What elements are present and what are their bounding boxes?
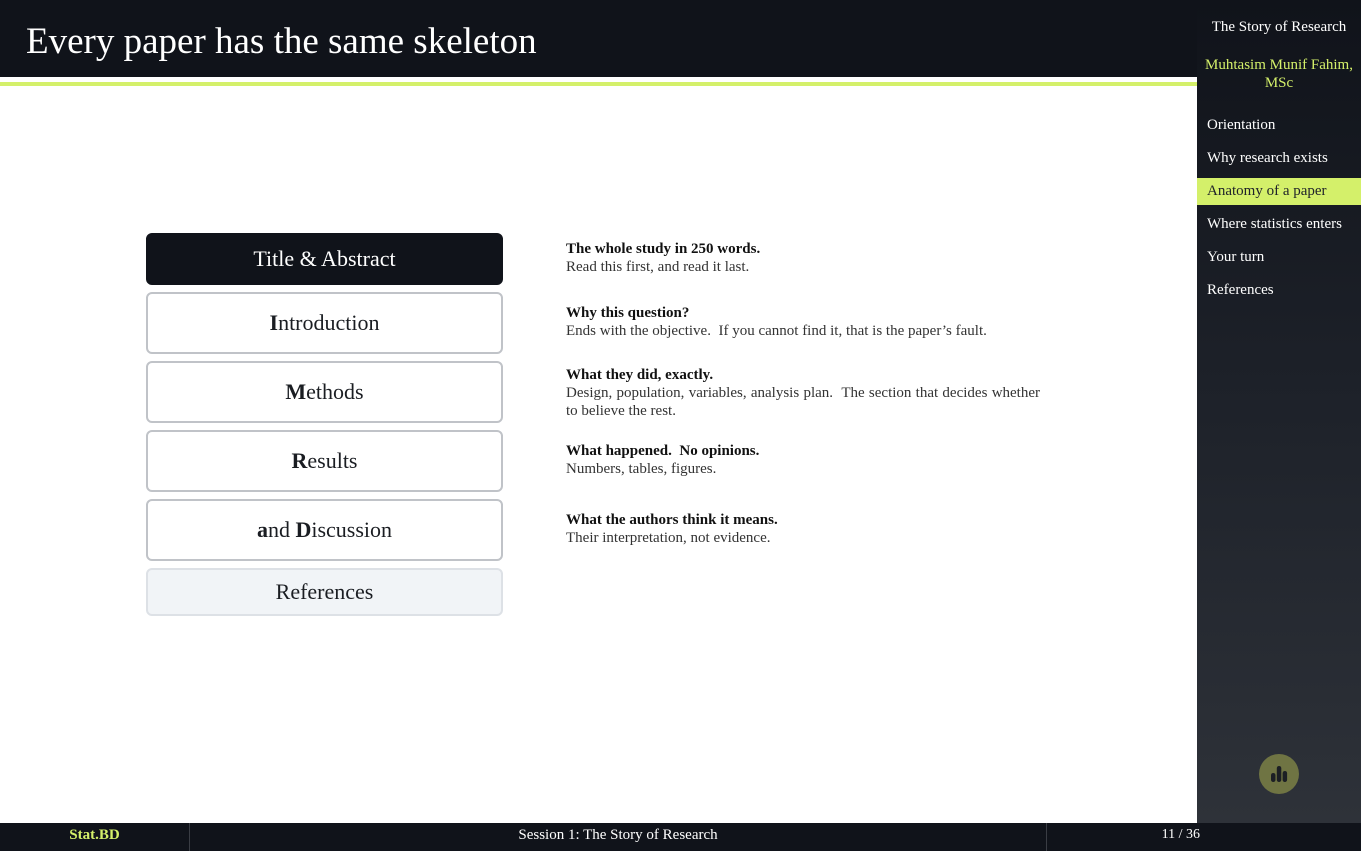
chart-menu-button[interactable] [1259,754,1299,794]
footer [0,823,1361,851]
section-label-rest: ntroduction [278,310,380,335]
description-body: Their interpretation, not evidence. [566,530,771,546]
header-accent-line [0,82,1197,86]
section-box-results[interactable] [146,430,503,492]
sidebar-title: The Story of Research [1211,19,1347,35]
sidebar-item-anatomy-of-a-paper[interactable]: Anatomy of a paper [1197,178,1361,205]
sidebar-item-your-turn[interactable]: Your turn [1207,249,1265,265]
sidebar-item-where-statistics-enters[interactable]: Where statistics enters [1207,216,1342,232]
section-label [285,379,363,405]
section-label-middle: nd [267,517,296,542]
footer-session-title: Session 1: The Story of Research [190,823,1047,851]
description-discussion [566,511,1040,547]
section-initial-a: a [256,517,268,542]
section-initial: I [269,310,279,335]
sidebar-item-references[interactable]: References [1207,282,1274,298]
description-heading: What happened. No opinions. [566,443,760,459]
section-label-rest: ethods [306,379,364,404]
slide-title: Every paper has the same skeleton [26,21,537,62]
slide-header [0,0,1197,77]
section-label [270,310,380,336]
section-label: References [275,579,374,604]
sidebar-item-orientation[interactable]: Orientation [1207,117,1276,133]
sidebar-author: Muhtasim Munif Fahim, MSc [1205,57,1353,91]
description-body: Read this first, and read it last. [566,259,750,275]
description-methods [566,366,1044,420]
section-label [291,448,357,474]
section-box-title-abstract[interactable] [146,233,503,285]
section-box-references[interactable] [146,568,503,616]
description-heading: What the authors think it means. [566,512,778,528]
section-initial-d: D [295,517,312,542]
section-label-rest: esults [307,448,358,473]
description-body: Ends with the objective. If you cannot find it, that is the paper’s fault. [566,323,987,339]
description-body: Design, population, variables, analysis plan. The section that decides whether to believe the rest. [566,385,1044,419]
description-heading: What they did, exactly. [566,367,714,383]
description-heading: The whole study in 250 words. [566,241,761,257]
footer-brand: Stat.BD [0,823,190,851]
description-results [566,442,1040,478]
section-box-introduction[interactable] [146,292,503,354]
description-title-abstract [566,240,1040,276]
sidebar-item-why-research-exists[interactable]: Why research exists [1207,150,1328,166]
description-heading: Why this question? [566,305,690,321]
description-introduction [566,304,1040,340]
section-label: Title & Abstract [253,246,396,271]
section-box-discussion[interactable] [146,499,503,561]
section-initial: M [285,379,307,404]
section-label-rest: iscussion [311,517,393,542]
sidebar [1197,0,1361,851]
section-box-methods[interactable] [146,361,503,423]
description-body: Numbers, tables, figures. [566,461,717,477]
bar-chart-icon [1259,754,1299,794]
section-label [257,517,392,543]
footer-page-number: 11 / 36 [1161,827,1200,842]
section-initial: R [291,448,308,473]
